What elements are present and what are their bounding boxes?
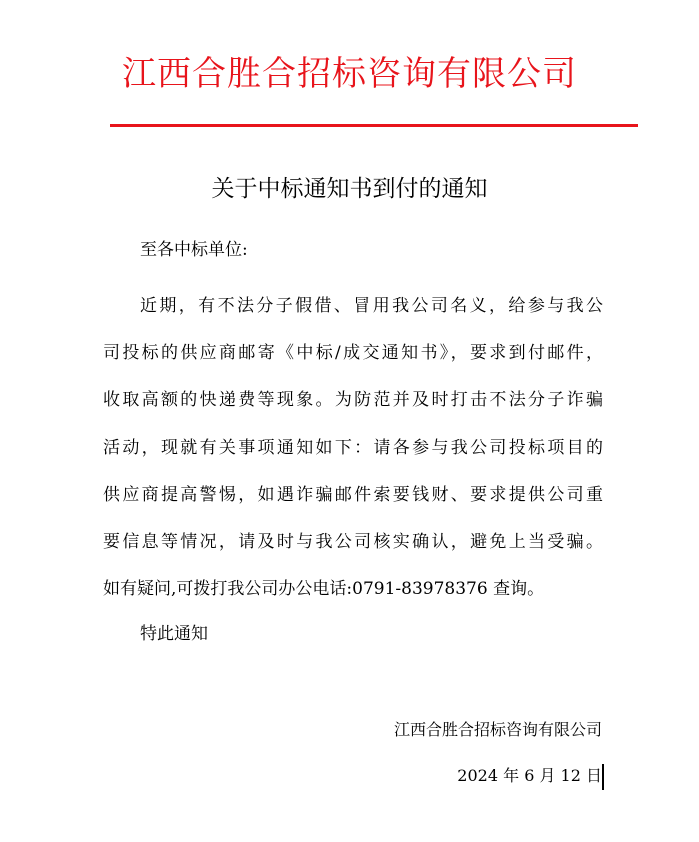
notice-date: 2024 年 6 月 12 日 bbox=[457, 766, 602, 785]
body-line: 活动，现就有关事项通知如下：请各参与我公司投标项目的 bbox=[103, 437, 603, 458]
notice-title: 关于中标通知书到付的通知 bbox=[211, 176, 488, 202]
body-line: 收取高额的快递费等现象。为防范并及时打击不法分子诈骗 bbox=[103, 390, 603, 411]
body-line: 要信息等情况，请及时与我公司核实确认，避免上当受骗。 bbox=[103, 532, 603, 553]
notice-body bbox=[103, 283, 603, 613]
salutation: 至各中标单位: bbox=[140, 240, 248, 260]
letterhead-company-name: 江西合胜合招标咨询有限公司 bbox=[122, 54, 577, 94]
closing-remark: 特此通知 bbox=[140, 624, 208, 644]
signature-company: 江西合胜合招标咨询有限公司 bbox=[393, 720, 602, 739]
body-line: 供应商提高警惕，如遇诈骗邮件索要钱财、要求提供公司重 bbox=[103, 484, 603, 505]
text-cursor bbox=[602, 764, 604, 790]
letterhead-divider bbox=[110, 124, 638, 127]
body-line: 如有疑问,可拨打我公司办公电话:0791-83978376 查询。 bbox=[103, 579, 545, 600]
body-line: 近期，有不法分子假借、冒用我公司名义，给参与我公 bbox=[140, 296, 603, 316]
body-line: 司投标的供应商邮寄《中标/成交通知书》，要求到付邮件， bbox=[103, 343, 603, 364]
